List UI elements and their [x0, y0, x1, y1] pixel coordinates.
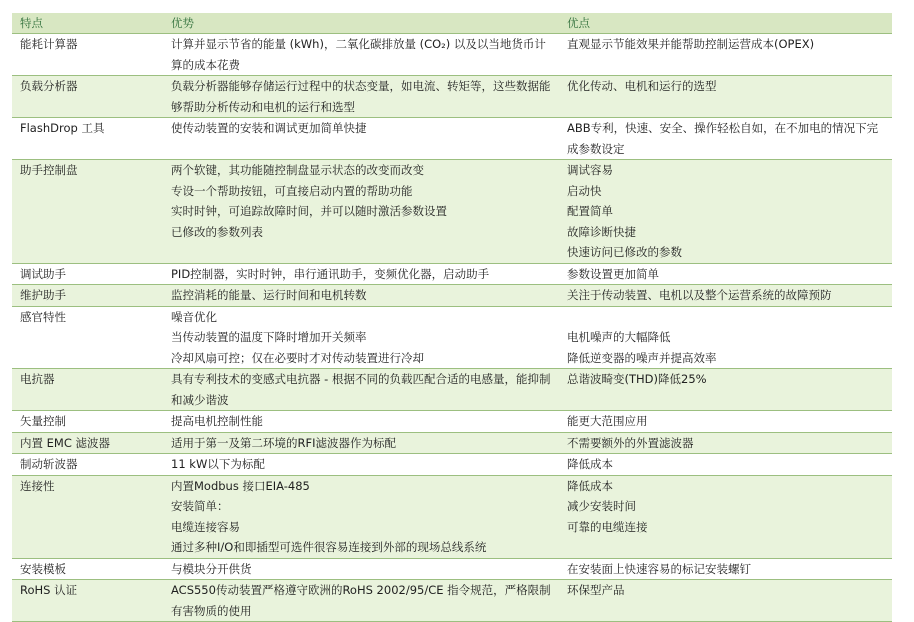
benefit-line: 调试容易: [567, 163, 613, 177]
benefit-cell: [559, 263, 892, 285]
advantage-line: 通过多种I/O和即插型可选件很容易连接到外部的现场总线系统: [171, 540, 487, 554]
advantage-cell: [163, 558, 559, 580]
advantage-cell: [163, 160, 559, 264]
advantage-cell: [163, 454, 559, 476]
feature-cell: 矢量控制: [12, 411, 163, 433]
table-row: [12, 160, 892, 264]
benefit-line: 电机噪声的大幅降低: [567, 330, 671, 344]
benefit-line: 可靠的电缆连接: [567, 519, 648, 534]
advantage-line: 实时时钟，可追踪故障时间，并可以随时激活参数设置: [171, 204, 447, 218]
advantage-line: 计算并显示节省的能量 (kWh)，二氧化碳排放量 (CO₂) 以及以当地货币计算的成本花费: [171, 37, 546, 72]
advantage-line: 与模块分开供货: [171, 561, 252, 576]
advantage-line: PID控制器，实时时钟，串行通讯助手，变频优化器，启动助手: [171, 266, 490, 281]
table-row: [12, 369, 892, 411]
advantage-cell: [163, 76, 559, 118]
benefit-line: 故障诊断快捷: [567, 224, 636, 239]
header-benefit: 优点: [559, 13, 892, 34]
header-feature: 特点: [12, 13, 163, 34]
advantage-line: ACS550传动装置严格遵守欧洲的RoHS 2002/95/CE 指令规范，严格限制有害物质的使用: [171, 583, 551, 618]
feature-cell: 连接性: [12, 475, 163, 558]
benefit-line: 优化传动、电机和运行的选型: [567, 79, 717, 93]
feature-cell: 内置 EMC 滤波器: [12, 432, 163, 454]
advantage-cell: [163, 306, 559, 369]
table-row: [12, 76, 892, 118]
advantage-line: 适用于第一及第二环境的RFI滤波器作为标配: [171, 435, 396, 450]
advantage-cell: [163, 411, 559, 433]
benefit-cell: [559, 411, 892, 433]
benefit-line: 启动快: [567, 183, 602, 198]
benefit-cell: [559, 160, 892, 264]
advantage-cell: [163, 475, 559, 558]
benefit-cell: [559, 285, 892, 307]
feature-cell: 负载分析器: [12, 76, 163, 118]
advantage-line: 专设一个帮助按钮，可直接启动内置的帮助功能: [171, 183, 413, 198]
feature-cell: 安装模板: [12, 558, 163, 580]
benefit-line: 关注于传动装置、电机以及整个运营系统的故障预防: [567, 288, 832, 302]
advantage-line: [171, 242, 551, 263]
header-row: [12, 13, 892, 34]
table-row: [12, 285, 892, 307]
benefit-line: 不需要额外的外置滤波器: [567, 435, 694, 450]
advantage-line: 使传动装置的安装和调试更加简单快捷: [171, 121, 367, 135]
benefit-cell: [559, 306, 892, 369]
table-row: [12, 118, 892, 160]
feature-cell: 感官特性: [12, 306, 163, 369]
table-row: [12, 475, 892, 558]
advantage-cell: [163, 34, 559, 76]
table-row: [12, 558, 892, 580]
table-row: [12, 34, 892, 76]
benefit-cell: [559, 475, 892, 558]
table-row: [12, 580, 892, 622]
benefit-line: 降低逆变器的噪声并提高效率: [567, 350, 717, 365]
advantage-cell: [163, 369, 559, 411]
benefit-line: [567, 537, 884, 558]
advantage-cell: [163, 432, 559, 454]
table-row: [12, 411, 892, 433]
benefit-cell: [559, 580, 892, 622]
advantage-line: 电缆连接容易: [171, 519, 240, 534]
benefit-line: 在安装面上快速容易的标记安装螺钉: [567, 561, 751, 576]
table-row: [12, 306, 892, 369]
benefit-line: 总谐波畸变(THD)降低25%: [567, 372, 707, 386]
header-advantage: 优势: [163, 13, 559, 34]
benefit-line: 快速访问已修改的参数: [567, 245, 682, 259]
advantage-line: 噪音优化: [171, 309, 217, 324]
feature-cell: 能耗计算器: [12, 34, 163, 76]
advantage-line: 冷却风扇可控；仅在必要时才对传动装置进行冷却: [171, 350, 424, 365]
feature-cell: FlashDrop 工具: [12, 118, 163, 160]
feature-cell: 电抗器: [12, 369, 163, 411]
benefit-cell: [559, 76, 892, 118]
table-body: [12, 34, 892, 622]
features-table: [12, 13, 892, 622]
benefit-cell: [559, 369, 892, 411]
benefit-cell: [559, 34, 892, 76]
advantage-cell: [163, 263, 559, 285]
advantage-line: 两个软键，其功能随控制盘显示状态的改变而改变: [171, 163, 424, 177]
benefit-line: 降低成本: [567, 478, 613, 493]
advantage-line: 提高电机控制性能: [171, 414, 263, 428]
advantage-line: 已修改的参数列表: [171, 224, 263, 239]
advantage-line: 安装简单：: [171, 499, 229, 513]
benefit-line: 减少安装时间: [567, 499, 636, 513]
feature-cell: 维护助手: [12, 285, 163, 307]
benefit-line: 环保型产品: [567, 583, 625, 597]
benefit-cell: [559, 118, 892, 160]
advantage-line: 当传动装置的温度下降时增加开关频率: [171, 330, 367, 344]
benefit-line: [567, 307, 884, 328]
benefit-line: 参数设置更加简单: [567, 266, 659, 281]
feature-cell: RoHS 认证: [12, 580, 163, 622]
advantage-line: 内置Modbus 接口EIA-485: [171, 478, 310, 493]
advantage-cell: [163, 580, 559, 622]
feature-cell: 助手控制盘: [12, 160, 163, 264]
benefit-cell: [559, 454, 892, 476]
table-row: [12, 263, 892, 285]
table-row: [12, 454, 892, 476]
benefit-line: 配置简单: [567, 204, 613, 218]
advantage-line: 监控消耗的能量、运行时间和电机转数: [171, 288, 367, 302]
benefit-cell: [559, 432, 892, 454]
advantage-line: 具有专利技术的变感式电抗器 - 根据不同的负载匹配合适的电感量，能抑制和减少谐波: [171, 372, 551, 407]
advantage-line: 负载分析器能够存储运行过程中的状态变量，如电流、转矩等，这些数据能够帮助分析传动和电机的运行和选型: [171, 79, 551, 114]
benefit-cell: [559, 558, 892, 580]
feature-cell: 制动斩波器: [12, 454, 163, 476]
benefit-line: ABB专利，快速、安全、操作轻松自如，在不加电的情况下完成参数设定: [567, 121, 879, 156]
advantage-cell: [163, 118, 559, 160]
feature-cell: 调试助手: [12, 263, 163, 285]
advantage-line: 11 kW以下为标配: [171, 457, 265, 471]
benefit-line: 直观显示节能效果并能帮助控制运营成本(OPEX): [567, 37, 815, 51]
benefit-line: 能更大范围应用: [567, 414, 648, 428]
table-row: [12, 432, 892, 454]
benefit-line: 降低成本: [567, 457, 613, 471]
advantage-cell: [163, 285, 559, 307]
